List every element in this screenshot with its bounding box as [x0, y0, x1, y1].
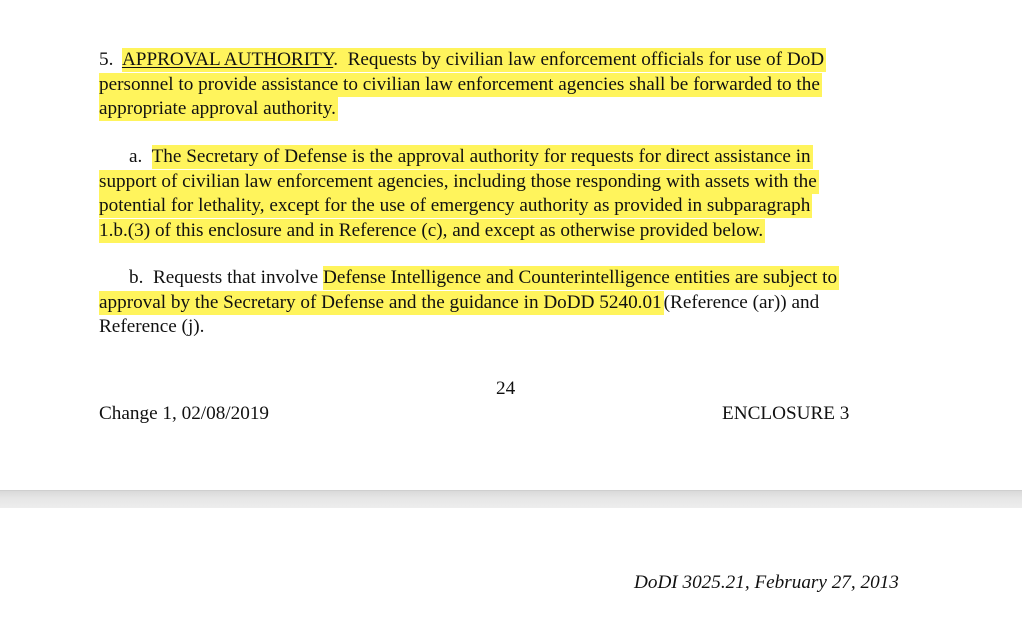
paragraph-a-line-1 [99, 145, 929, 170]
section-5-line-3-text: appropriate approval authority. [99, 98, 336, 119]
paragraph-a-line-1-text: The Secretary of Defense is the approval authority for requests for direct assistance in [151, 146, 811, 167]
paragraph-a-line-3-text: potential for lethality, except for the use of emergency authority as provided in subparagraph [99, 195, 811, 216]
section-5-line-1 [99, 48, 929, 73]
next-page-header: DoDI 3025.21, February 27, 2013 [634, 572, 899, 593]
footer-change-date: Change 1, 02/08/2019 [99, 403, 270, 424]
paragraph-b [99, 266, 929, 340]
paragraph-b-line-1-highlight: Defense Intelligence and Counterintelligence entities are subject to [322, 267, 838, 288]
section-5-number: 5. [99, 49, 114, 70]
paragraph-b-line-1-plain: Requests that involve [152, 267, 319, 288]
paragraph-b-label: b. [129, 267, 144, 288]
section-5-heading: APPROVAL AUTHORITY [121, 49, 334, 70]
paragraph-a-line-3 [99, 194, 929, 219]
paragraph-a-label: a. [129, 146, 143, 167]
section-5-line-1-text: Requests by civilian law enforcement officials for use of DoD [347, 49, 825, 70]
section-5-paragraph [99, 48, 929, 122]
footer-enclosure: ENCLOSURE 3 [722, 403, 850, 424]
page-number: 24 [496, 378, 516, 399]
paragraph-a [99, 145, 929, 243]
paragraph-a-line-4-text: 1.b.(3) of this enclosure and in Reference (c), and except as otherwise provided below. [99, 219, 764, 241]
section-5-line-2 [99, 73, 929, 98]
paragraph-a-line-2 [99, 170, 929, 195]
paragraph-a-line-2-text: support of civilian law enforcement agencies, including those responding with assets with the [99, 170, 817, 192]
section-5-heading-period: . [333, 49, 339, 70]
section-5-line-2-text: personnel to provide assistance to civilian law enforcement agencies shall be forwarded to the [99, 73, 820, 95]
paragraph-b-line-3-text: Reference (j). [99, 316, 205, 337]
paragraph-b-line-1 [99, 266, 929, 291]
paragraph-b-line-3 [99, 315, 929, 340]
paragraph-b-line-2-plain: (Reference (ar)) and [663, 291, 820, 313]
page-separator [0, 490, 1022, 510]
section-5-line-3 [99, 97, 929, 122]
section-5-highlight [122, 48, 826, 72]
paragraph-b-line-2 [99, 291, 929, 316]
paragraph-b-line-2-highlight: approval by the Secretary of Defense and the guidance in DoDD 5240.01 [99, 291, 662, 313]
paragraph-a-line-4 [99, 219, 929, 244]
